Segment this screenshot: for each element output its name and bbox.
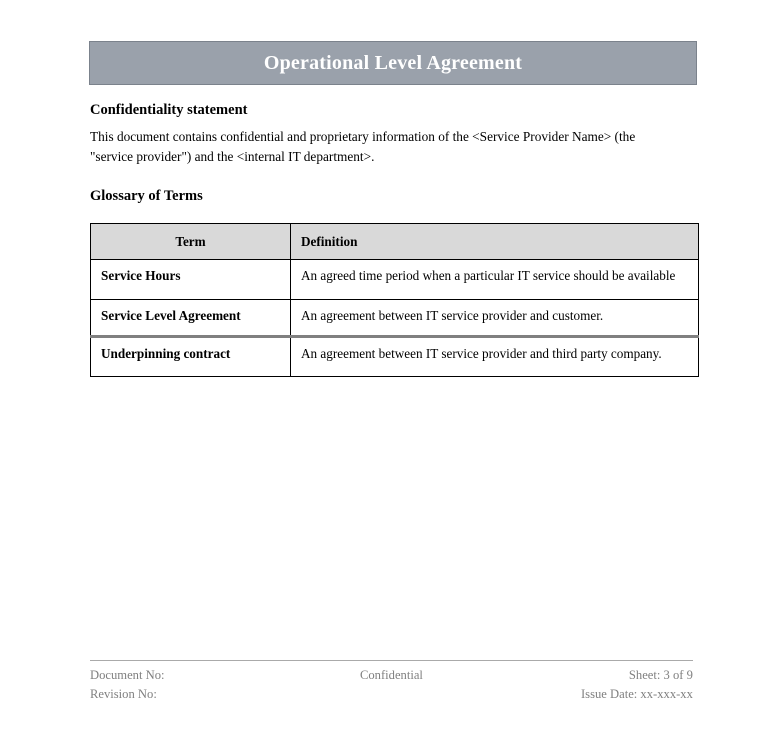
table-row xyxy=(91,336,699,376)
document-title: Operational Level Agreement xyxy=(263,52,523,74)
table-row xyxy=(91,300,699,336)
cell-definition: An agreed time period when a particular IT service should be available xyxy=(291,260,699,300)
page-footer xyxy=(90,660,693,704)
footer-row-bottom xyxy=(90,685,693,704)
cell-term: Service Level Agreement xyxy=(91,300,291,336)
glossary-heading: Glossary of Terms xyxy=(90,187,203,204)
footer-row-top xyxy=(90,666,693,685)
glossary-table xyxy=(90,223,699,376)
document-title-banner xyxy=(89,41,697,85)
footer-confidential-label: Confidential xyxy=(359,668,423,682)
cell-definition: An agreement between IT service provider and third party company. xyxy=(291,336,699,376)
cell-definition: An agreement between IT service provider and customer. xyxy=(291,300,699,336)
confidentiality-heading: Confidentiality statement xyxy=(90,102,248,118)
cell-term: Service Hours xyxy=(91,260,291,300)
column-header-term: Term xyxy=(91,224,291,260)
footer-revision-no: Revision No: xyxy=(90,686,157,701)
footer-sheet-number: Sheet: 3 of 9 xyxy=(628,668,693,682)
table-header-row xyxy=(91,224,699,260)
footer-issue-date: Issue Date: xx-xxx-xx xyxy=(580,686,693,701)
footer-document-no: Document No: xyxy=(90,668,165,682)
cell-term: Underpinning contract xyxy=(91,336,291,376)
glossary-table-body xyxy=(91,260,699,376)
document-body xyxy=(90,100,698,377)
column-header-definition: Definition xyxy=(291,224,699,260)
table-row xyxy=(91,260,699,300)
glossary-table-header xyxy=(91,224,699,260)
confidentiality-paragraph: This document contains confidential and proprietary information of the <Service Provider Name> (the "service provider") and the <internal IT department>. xyxy=(90,129,636,164)
